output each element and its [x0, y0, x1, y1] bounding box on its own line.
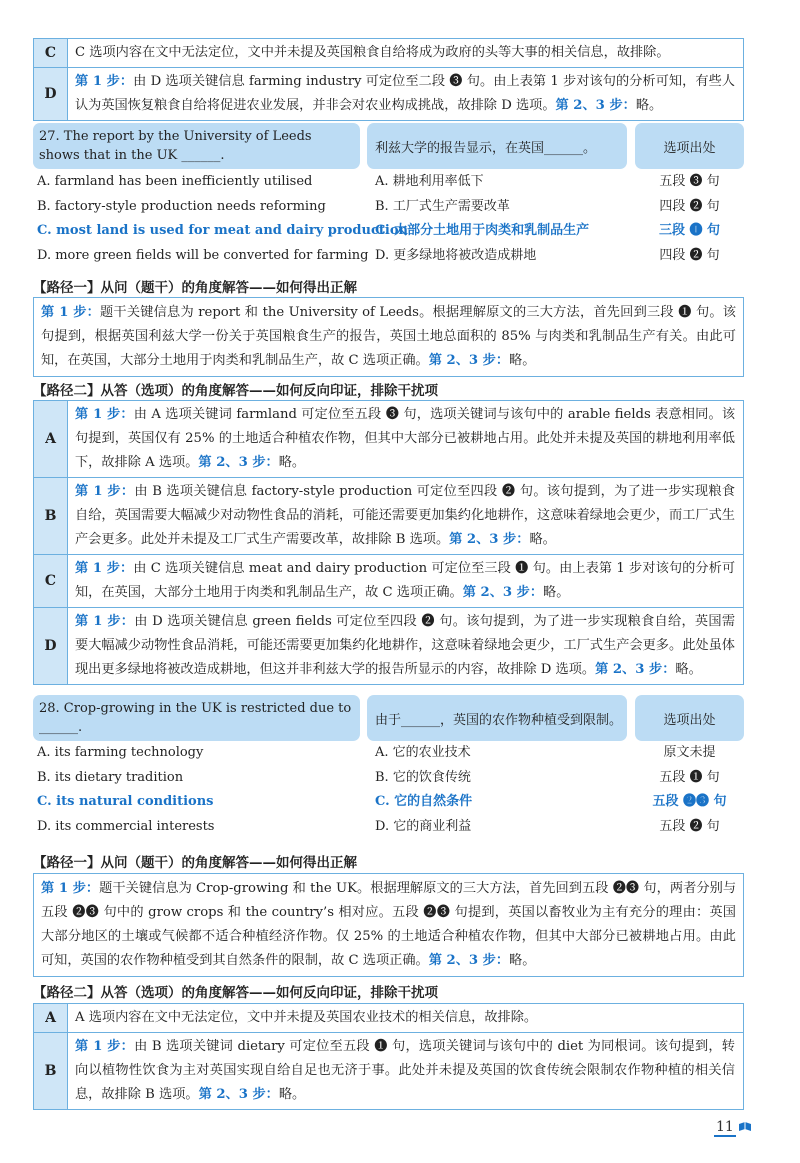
step-label: 第 2、3 步： [428, 353, 510, 368]
step-label: 第 2、3 步： [198, 1087, 279, 1102]
step-label: 第 2、3 步： [595, 662, 676, 677]
book-icon [738, 1121, 752, 1133]
choice-row [33, 195, 744, 220]
explanation-text: 略。 [675, 662, 702, 677]
explanation-text: 由 B 选项关键词 dietary 可定位至五段 ❶ 句，选项关键词与该句中的 diet 为同根词。该句提到，转向以植物性饮食为主对英国实现自给自足也无济于事。此处并未提及英国的饮食传统会限制农作物种植的相关信息，故排除 B 选项。 [75, 1039, 735, 1102]
choice-source: 五段 ❶ 句 [659, 769, 720, 785]
explanation-text: A 选项内容在文中无法定位，文中并未提及英国农业技术的相关信息，故排除。 [75, 1010, 538, 1025]
option-letter: D [34, 608, 68, 684]
q28-route1-explanation [33, 873, 744, 977]
choice-source: 原文未提 [663, 745, 716, 760]
option-row-a [34, 1004, 743, 1032]
step-label: 第 1 步： [75, 484, 135, 499]
step-label: 第 1 步： [75, 614, 135, 629]
choice-en: C. its natural conditions [37, 794, 214, 809]
step-label: 第 2、3 步： [449, 532, 530, 547]
choice-en: A. farmland has been inefficiently utilised [37, 174, 313, 189]
choice-zh: B. 它的饮食传统 [375, 769, 471, 785]
choice-zh: D. 更多绿地将被改造成耕地 [375, 247, 537, 263]
q28-header [33, 695, 744, 741]
option-letter: D [34, 68, 68, 120]
q27-stem-zh: 利兹大学的报告显示，在英国______。 [367, 123, 627, 169]
step-label: 第 2、3 步： [462, 585, 544, 600]
step-label: 第 2、3 步： [555, 98, 636, 113]
q28-stem-en: 28. Crop-growing in the UK is restricted due to ______. [33, 695, 360, 741]
choice-en: D. its commercial interests [37, 818, 215, 834]
explanation-text: 略。 [509, 353, 536, 368]
explanation-text: 略。 [635, 98, 663, 113]
choice-zh: B. 工厂式生产需要改革 [375, 198, 510, 214]
choice-source: 三段 ❶ 句 [658, 223, 721, 238]
choice-source: 五段 ❸ 句 [659, 174, 720, 189]
choice-source: 五段 ❷❸ 句 [652, 794, 727, 809]
choice-row [33, 815, 744, 840]
choice-en: D. more green fields will be converted for farming [37, 247, 369, 263]
option-row-a [34, 401, 743, 477]
q27-route1-title: 【路径一】从问（题干）的角度解答——如何得出正解 [33, 280, 357, 296]
explanation-text: 由 D 选项关键信息 green fields 可定位至四段 ❷ 句。该句提到，为了进一步实现粮食自给，英国需要大幅减少动物性食品消耗，可能还需要更加集约化地耕作，这意味着绿地会更少，工厂式生产会更多。此处虽体现出更多绿地将被改造成耕地，但这并非利兹大学的报告所显示的内容，故排除 D 选项。 [75, 614, 736, 677]
step-label: 第 1 步： [75, 561, 134, 576]
choice-en: B. factory-style production needs reforming [37, 198, 326, 214]
explanation-text: 由 D 选项关键信息 farming industry 可定位至二段 ❸ 句。由上表第 1 步对该句的分析可知，有些人认为英国恢复粮食自给将促进农业发展，并非会对农业构成挑战，故排除 D 选项。 [75, 74, 735, 113]
option-row-c [34, 39, 743, 67]
explanation-text: 略。 [543, 585, 570, 600]
q27-header [33, 123, 744, 169]
step-label: 第 2、3 步： [198, 455, 279, 470]
option-explanation [68, 68, 743, 120]
choice-zh: A. 它的农业技术 [375, 745, 471, 760]
step-label: 第 1 步： [41, 305, 101, 320]
q27-stem-en: 27. The report by the University of Leeds shows that in the UK ______. [33, 123, 360, 169]
step-label: 第 1 步： [75, 1039, 135, 1054]
q28-choices [33, 741, 744, 839]
option-letter: A [34, 401, 68, 477]
option-explanation [68, 608, 743, 684]
option-letter: C [34, 555, 68, 607]
q27-route1-explanation [33, 297, 744, 377]
q28-route2-title: 【路径二】从答（选项）的角度解答——如何反向印证，排除干扰项 [33, 985, 438, 1001]
step-label: 第 1 步： [41, 881, 100, 896]
option-explanation [68, 39, 743, 67]
choice-row [33, 244, 744, 269]
option-row-d [34, 67, 743, 120]
explanation-text: 由 C 选项关键信息 meat and dairy production 可定位至三段 ❶ 句。由上表第 1 步对该句的分析可知，在英国，大部分土地用于肉类和乳制品生产，故 C 选项正确。 [75, 561, 736, 600]
option-explanation [68, 1033, 743, 1109]
step-label: 第 1 步： [75, 407, 134, 422]
choice-row [33, 741, 744, 766]
explanation-text: 由 A 选项关键词 farmland 可定位至五段 ❸ 句，选项关键词与该句中的 arable fields 表意相同。该句提到，英国仅有 25% 的土地适合种植农作物，但其中大部分已被耕地占用。此处并未提及英国的耕地利用率低下，故排除 A 选项。 [75, 407, 736, 470]
option-letter: B [34, 478, 68, 554]
page-number: 11 [716, 1119, 734, 1135]
explanation-text: 题干关键信息为 report 和 the University of Leeds。根据理解原文的三大方法，首先回到三段 ❶ 句。该句提到，根据英国利兹大学一份关于英国粮食生产的报告，英国土地总面积的 85% 与肉类和乳制品生产有关。由此可知，在英国，大部分土地用于肉类和乳制品生产，故 C 选项正确。 [41, 305, 736, 368]
q28-option-table [33, 1003, 744, 1110]
q27-choices [33, 170, 744, 268]
q26-option-table [33, 38, 744, 121]
option-letter: A [34, 1004, 68, 1032]
explanation-text: 略。 [278, 1087, 306, 1102]
explanation-text: 略。 [278, 455, 306, 470]
choice-source: 五段 ❷ 句 [659, 818, 720, 834]
q28-route1-title: 【路径一】从问（题干）的角度解答——如何得出正解 [33, 855, 357, 871]
choice-row [33, 766, 744, 791]
choice-source: 四段 ❷ 句 [659, 247, 720, 263]
option-explanation [68, 555, 743, 607]
step-label: 第 1 步： [75, 74, 134, 89]
option-explanation [68, 478, 743, 554]
q27-source-header: 选项出处 [635, 123, 744, 169]
q28-stem-zh: 由于______，英国的农作物种植受到限制。 [367, 695, 627, 741]
choice-en: A. its farming technology [37, 745, 204, 760]
q28-source-header: 选项出处 [635, 695, 744, 741]
choice-zh: C. 它的自然条件 [375, 794, 473, 809]
q27-option-table [33, 400, 744, 685]
explanation-text: 由 B 选项关键信息 factory-style production 可定位至四段 ❷ 句。该句提到，为了进一步实现粮食自给，英国需要大幅减少对动物性食品的消耗，可能还需要更加集约化地耕作，这意味着绿地会更少，而工厂式生产会更多。此处并未提及工厂式生产需要改革，故排除 B 选项。 [75, 484, 736, 547]
choice-zh: C. 大部分土地用于肉类和乳制品生产 [375, 223, 590, 238]
option-row-b [34, 1032, 743, 1109]
choice-zh: A. 耕地利用率低下 [375, 174, 484, 189]
explanation-text: 略。 [509, 953, 536, 968]
choice-en: C. most land is used for meat and dairy production [37, 223, 408, 238]
explanation-text: 题干关键信息为 Crop-growing 和 the UK。根据理解原文的三大方法，首先回到五段 ❷❸ 句，两者分别与五段 ❷❸ 句中的 grow crops 和 the country’s 相对应。五段 ❷❸ 句提到，英国以畜牧业为主有充分的理由：英国大部分地区的土壤或气候都不适合种植经济作物。仅 25% 的土地适合种植农作物，但其中大部分已被耕地占用。由此可知，英国的农作物种植受到其自然条件的限制，故 C 选项正确。 [41, 881, 737, 968]
choice-row [33, 790, 744, 815]
choice-source: 四段 ❷ 句 [659, 198, 720, 214]
choice-row [33, 219, 744, 244]
option-explanation [68, 401, 743, 477]
option-letter: C [34, 39, 68, 67]
choice-en: B. its dietary tradition [37, 769, 184, 785]
option-row-d [34, 607, 743, 684]
explanation-text: C 选项内容在文中无法定位，文中并未提及英国粮食自给将成为政府的头等大事的相关信息，故排除。 [75, 45, 670, 60]
q27-route2-title: 【路径二】从答（选项）的角度解答——如何反向印证，排除干扰项 [33, 383, 438, 399]
choice-row [33, 170, 744, 195]
explanation-text: 略。 [529, 532, 556, 547]
option-explanation [68, 1004, 743, 1032]
option-letter: B [34, 1033, 68, 1109]
step-label: 第 2、3 步： [428, 953, 510, 968]
option-row-b [34, 477, 743, 554]
choice-zh: D. 它的商业利益 [375, 818, 472, 834]
option-row-c [34, 554, 743, 607]
